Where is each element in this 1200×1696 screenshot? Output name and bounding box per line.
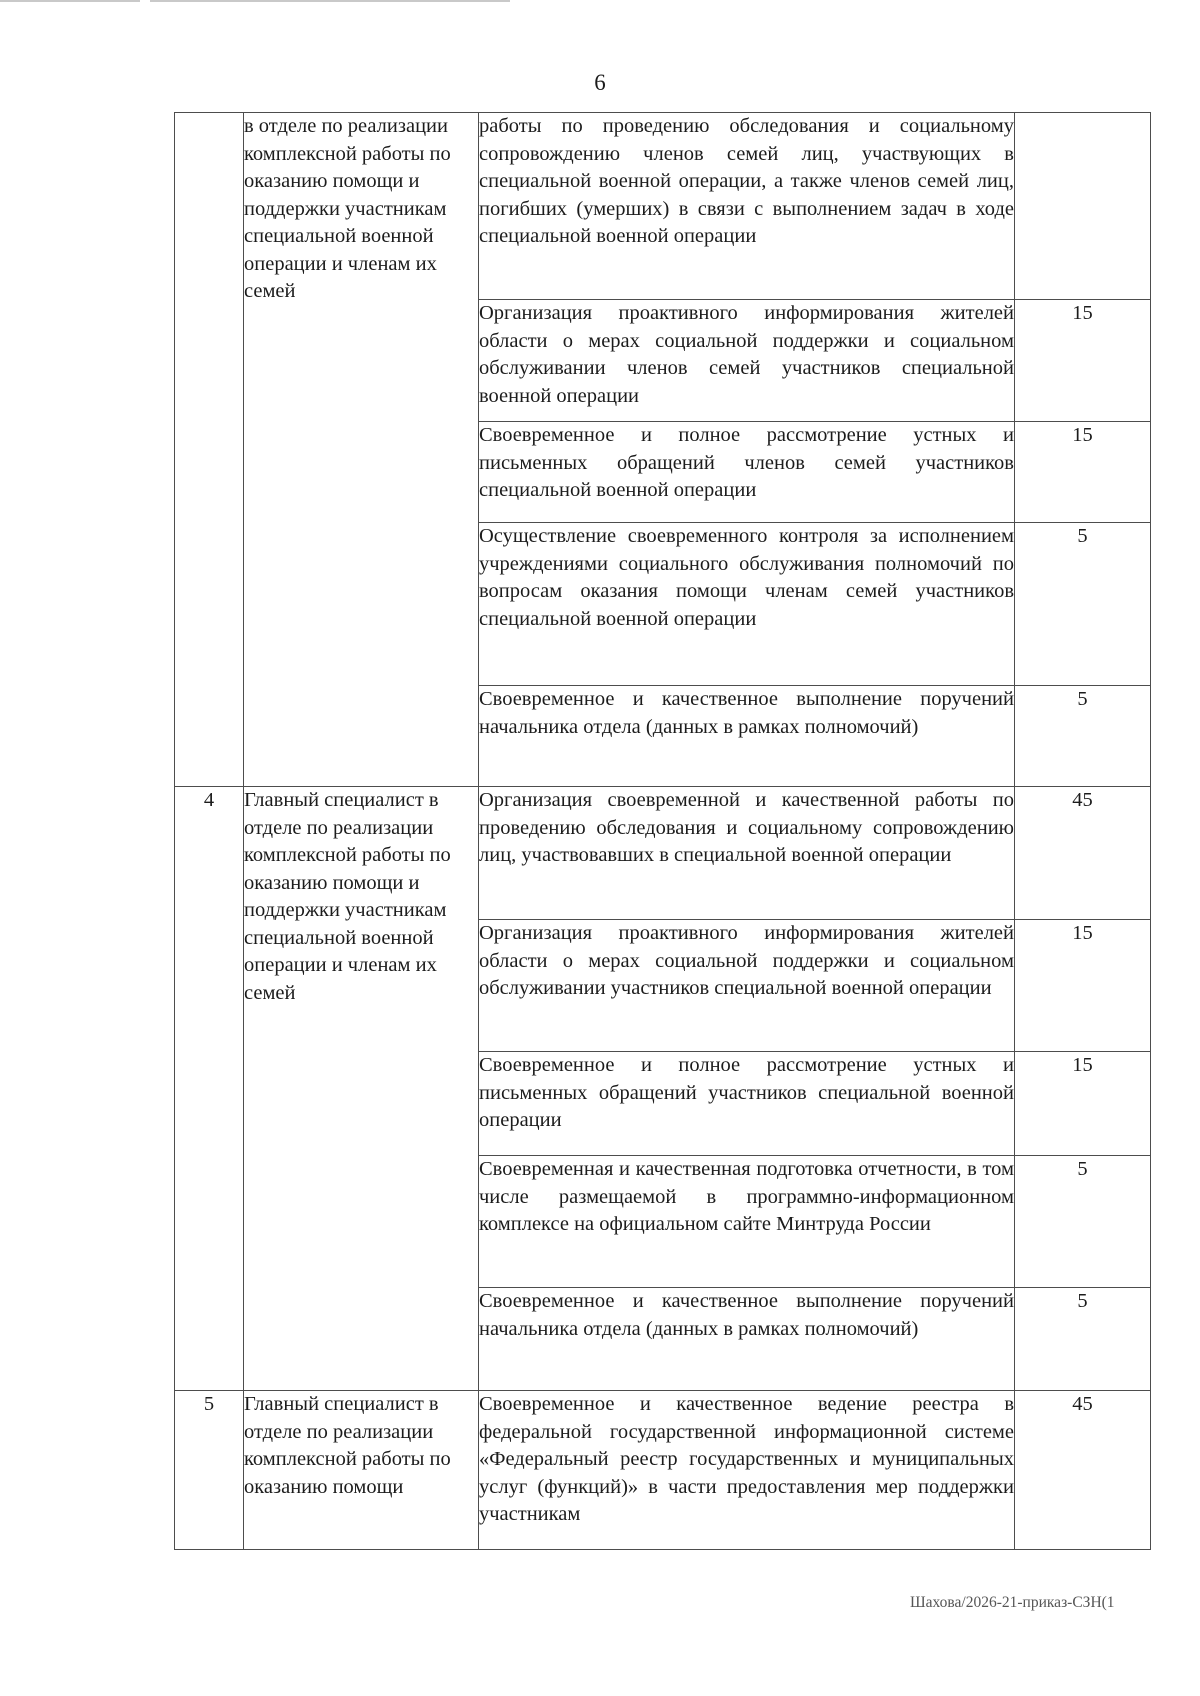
criterion-score: 45 [1015, 787, 1151, 920]
page-number: 6 [594, 70, 606, 95]
criterion-score: 5 [1015, 523, 1151, 686]
criterion-score: 45 [1015, 1391, 1151, 1550]
table-row [175, 787, 1151, 920]
criterion-score: 15 [1015, 920, 1151, 1052]
criterion-text: Своевременное и полное рассмотрение устных и письменных обращений членов семей участников специальной военной операции [479, 422, 1015, 523]
position-title: Главный специалист в отделе по реализации комплексной работы по оказанию помощи [244, 1391, 479, 1550]
table-row [175, 1391, 1151, 1550]
criterion-text: работы по проведению обследования и социальному сопровождению членов семей лиц, участвующих в специальной военной операции, а также членов семей лиц, погибших (умерших) в связи с выполнением задач в ходе специальной военной операции [479, 113, 1015, 300]
position-title: Главный специалист в отделе по реализации комплексной работы по оказанию помощи и поддержки участникам специальной военной операции и членам их семей [244, 787, 479, 1391]
criterion-text: Организация своевременной и качественной работы по проведению обследования и социальному сопровождению лиц, участвовавших в специальной военной операции [479, 787, 1015, 920]
criterion-score: 15 [1015, 1052, 1151, 1156]
criterion-text: Своевременное и полное рассмотрение устных и письменных обращений участников специальной военной операции [479, 1052, 1015, 1156]
criterion-score: 15 [1015, 300, 1151, 422]
criterion-text: Организация проактивного информирования жителей области о мерах социальной поддержки и социальном обслуживании участников специальной военной операции [479, 920, 1015, 1052]
scan-edge-line [150, 0, 510, 2]
criterion-text: Организация проактивного информирования жителей области о мерах социальной поддержки и социальном обслуживании членов семей участников специальной военной операции [479, 300, 1015, 422]
criterion-text: Своевременная и качественная подготовка отчетности, в том числе размещаемой в программно-информационном комплексе на официальном сайте Минтруда России [479, 1156, 1015, 1288]
criterion-text: Своевременное и качественное выполнение поручений начальника отдела (данных в рамках полномочий) [479, 1288, 1015, 1391]
criteria-table-body [175, 113, 1151, 1550]
criterion-score: 5 [1015, 1156, 1151, 1288]
scan-edge-line [0, 0, 140, 2]
criterion-score: 5 [1015, 1288, 1151, 1391]
row-number: 5 [175, 1391, 244, 1550]
criterion-score: 5 [1015, 686, 1151, 787]
table-row [175, 113, 1151, 300]
criterion-score: 15 [1015, 422, 1151, 523]
criterion-text: Своевременное и качественное выполнение поручений начальника отдела (данных в рамках полномочий) [479, 686, 1015, 787]
criterion-score [1015, 113, 1151, 300]
row-number: 4 [175, 787, 244, 1391]
criteria-table [174, 112, 1151, 1550]
criterion-text: Своевременное и качественное ведение реестра в федеральной государственной информационной системе «Федеральный реестр государственных и муниципальных услуг (функций)» в части предоставления мер поддержки участникам [479, 1391, 1015, 1550]
document-footer-code: Шахова/2026-21-приказ-СЗН(1 [910, 1594, 1115, 1611]
row-number [175, 113, 244, 787]
position-title: в отделе по реализации комплексной работы по оказанию помощи и поддержки участникам специальной военной операции и членам их семей [244, 113, 479, 787]
criterion-text: Осуществление своевременного контроля за исполнением учреждениями социального обслуживания полномочий по вопросам оказания помощи членам семей участников специальной военной операции [479, 523, 1015, 686]
